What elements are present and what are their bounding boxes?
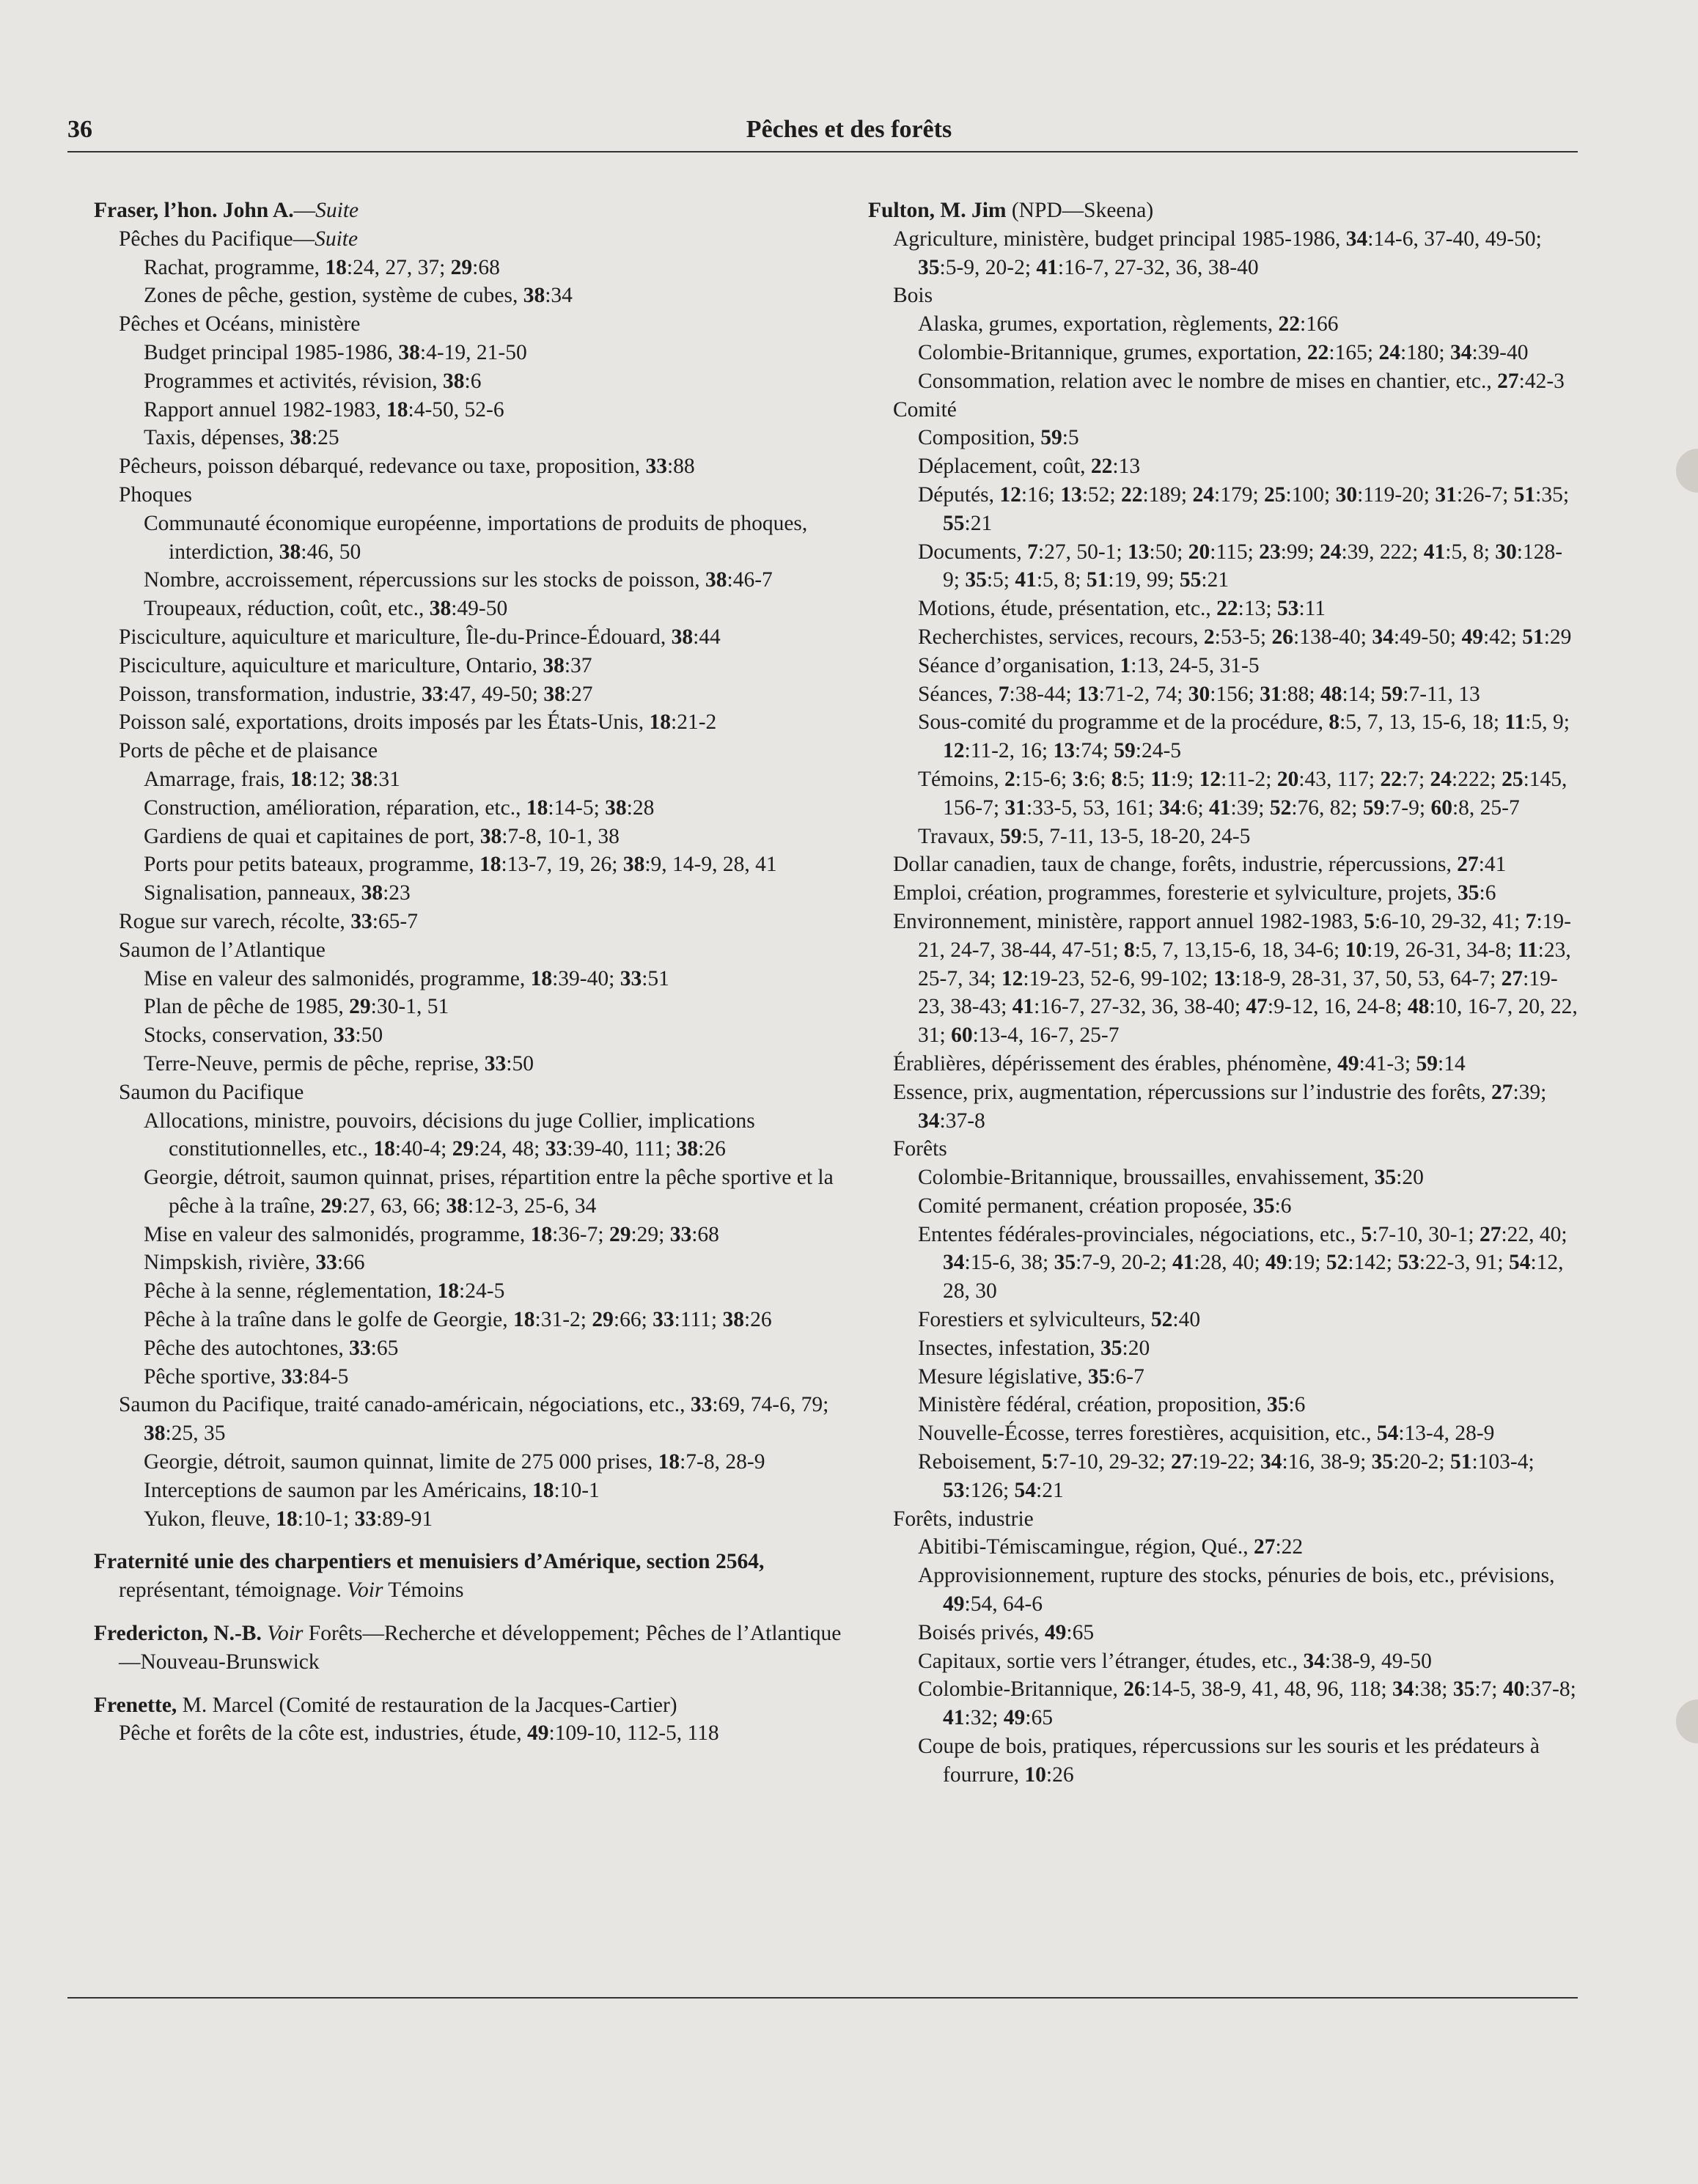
index-entry: Mise en valeur des salmonidés, programme, 18:39-40; 33:51 — [144, 966, 669, 990]
index-entry: Taxis, dépenses, 38:25 — [144, 426, 339, 450]
index-entry: Abitibi-Témiscamingue, région, Qué., 27:22 — [918, 1535, 1304, 1559]
index-entry: Colombie-Britannique, 26:14-5, 38-9, 41, 48, 96, 118; 34:38; 35:7; 40:37-8; 41:32; 49:65 — [918, 1677, 1576, 1730]
index-entry: Rogue sur varech, récolte, 33:65-7 — [119, 909, 418, 933]
index-entry: Fredericton, N.-B. Voir Forêts—Recherche et développement; Pêches de l’Atlantique—Nouveau-Brunswick — [94, 1622, 842, 1674]
index-entry: Plan de pêche de 1985, 29:30-1, 51 — [144, 995, 449, 1019]
index-entry: Pisciculture, aquiculture et mariculture, Île-du-Prince-Édouard, 38:44 — [119, 625, 721, 649]
index-entry: Forêts, industrie — [893, 1507, 1034, 1531]
index-entry: Saumon de l’Atlantique — [119, 938, 326, 962]
index-entry: Essence, prix, augmentation, répercussions sur l’industrie des forêts, 27:39; 34:37-8 — [893, 1080, 1547, 1133]
index-entry: Érablières, dépérissement des érables, phénomène, 49:41-3; 59:14 — [893, 1051, 1466, 1076]
index-entry: Agriculture, ministère, budget principal 1985-1986, 34:14-6, 37-40, 49-50; 35:5-9, 20-2; 41:16-7, 27-32, 36, 38-40 — [893, 227, 1542, 279]
index-entry: Emploi, création, programmes, foresterie et sylviculture, projets, 35:6 — [893, 881, 1496, 905]
index-entry: Colombie-Britannique, grumes, exportation, 22:165; 24:180; 34:39-40 — [918, 340, 1529, 364]
index-entry: Insectes, infestation, 35:20 — [918, 1336, 1150, 1360]
index-entry: Pêcheurs, poisson débarqué, redevance ou taxe, proposition, 33:88 — [119, 455, 695, 479]
index-entry: Nombre, accroissement, répercussions sur les stocks de poisson, 38:46-7 — [144, 568, 773, 592]
index-entry: Signalisation, panneaux, 38:23 — [144, 881, 411, 905]
footer-rule — [67, 1997, 1578, 1999]
index-column-left — [94, 196, 843, 1748]
index-entry: Composition, 59:5 — [918, 426, 1079, 450]
index-entry: Ministère fédéral, création, proposition, 35:6 — [918, 1393, 1306, 1417]
index-entry: Saumon du Pacifique, traité canado-américain, négociations, etc., 33:69, 74-6, 79; 38:25, 35 — [119, 1393, 829, 1446]
index-column-right — [868, 196, 1578, 1790]
binder-hole — [1676, 1699, 1698, 1743]
index-entry: Stocks, conservation, 33:50 — [144, 1023, 383, 1048]
index-entry: Poisson salé, exportations, droits imposés par les États-Unis, 18:21-2 — [119, 710, 717, 735]
index-entry: Capitaux, sortie vers l’étranger, études, etc., 34:38-9, 49-50 — [918, 1649, 1432, 1673]
index-entry: Programmes et activités, révision, 38:6 — [144, 369, 482, 393]
index-entry: Bois — [893, 284, 933, 308]
index-entry: Environnement, ministère, rapport annuel 1982-1983, 5:6-10, 29-32, 41; 7:19-21, 24-7, 38-44, 47-51; 8:5, 7, 13,15-6, 18, 34-6; 10:19, 26-31, 34-8; 11:23, 25-7, 34; 12:19-23, 52-6, 99-102; 13:18-9, 28-31, 37, 50, 53, 64-7; 27:19-23, 38-43; 41:16-7, 27-32, 36, 38-40; 47:9-12, 16, 24-8; 48:10, 16-7, 20, 22, 31; 60:13-4, 16-7, 25-7 — [893, 909, 1578, 1048]
index-entry: Nimpskish, rivière, 33:66 — [144, 1251, 365, 1275]
index-entry: Comité permanent, création proposée, 35:6 — [918, 1194, 1292, 1218]
index-entry: Interceptions de saumon par les Américains, 18:10-1 — [144, 1478, 600, 1502]
index-entry: Ports de pêche et de plaisance — [119, 739, 378, 763]
index-entry: Nouvelle-Écosse, terres forestières, acquisition, etc., 54:13-4, 28-9 — [918, 1422, 1495, 1446]
page-number: 36 — [67, 116, 92, 143]
index-entry: Fraser, l’hon. John A.—Suite — [94, 199, 359, 222]
index-entry: Pêches du Pacifique—Suite — [119, 227, 359, 251]
index-entry: Députés, 12:16; 13:52; 22:189; 24:179; 25:100; 30:119-20; 31:26-7; 51:35; 55:21 — [918, 482, 1570, 535]
index-entry: Rachat, programme, 18:24, 27, 37; 29:68 — [144, 255, 500, 279]
index-entry: Recherchistes, services, recours, 2:53-5; 26:138-40; 34:49-50; 49:42; 51:29 — [918, 625, 1572, 649]
index-entry: Ports pour petits bateaux, programme, 18:13-7, 19, 26; 38:9, 14-9, 28, 41 — [144, 853, 777, 877]
index-entry: Amarrage, frais, 18:12; 38:31 — [144, 767, 400, 791]
index-entry: Pêche à la traîne dans le golfe de Georgie, 18:31-2; 29:66; 33:111; 38:26 — [144, 1308, 772, 1332]
index-entry: Rapport annuel 1982-1983, 18:4-50, 52-6 — [144, 397, 504, 422]
index-entry: Terre-Neuve, permis de pêche, reprise, 33:50 — [144, 1051, 534, 1076]
index-entry: Allocations, ministre, pouvoirs, décisions du juge Collier, implications constitutionnelles, etc., 18:40-4; 29:24, 48; 33:39-40, 111; 38:26 — [144, 1108, 755, 1161]
index-entry: Colombie-Britannique, broussailles, envahissement, 35:20 — [918, 1166, 1424, 1190]
index-entry: Communauté économique européenne, importations de produits de phoques, interdiction, 38:46, 50 — [144, 511, 808, 564]
index-entry: Pêches et Océans, ministère — [119, 312, 361, 337]
index-entry: Phoques — [119, 482, 192, 507]
index-entry: Ententes fédérales-provinciales, négociations, etc., 5:7-10, 30-1; 27:22, 40; 34:15-6, 38; 35:7-9, 20-2; 41:28, 40; 49:19; 52:142; 53:22-3, 91; 54:12, 28, 30 — [918, 1222, 1567, 1304]
index-entry: Reboisement, 5:7-10, 29-32; 27:19-22; 34:16, 38-9; 35:20-2; 51:103-4; 53:126; 54:21 — [918, 1450, 1535, 1502]
index-entry: Yukon, fleuve, 18:10-1; 33:89-91 — [144, 1507, 433, 1531]
index-entry: Georgie, détroit, saumon quinnat, prises, répartition entre la pêche sportive et la pêche à la traîne, 29:27, 63, 66; 38:12-3, 25-6, 34 — [144, 1166, 834, 1218]
index-entry: Fraternité unie des charpentiers et menuisiers d’Amérique, section 2564, représentant, témoignage. Voir Témoins — [94, 1550, 765, 1603]
index-entry: Troupeaux, réduction, coût, etc., 38:49-50 — [144, 597, 508, 621]
index-entry: Gardiens de quai et capitaines de port, 38:7-8, 10-1, 38 — [144, 824, 620, 848]
index-entry: Pisciculture, aquiculture et mariculture, Ontario, 38:37 — [119, 653, 592, 677]
page-title: Pêches et des forêts — [746, 116, 952, 143]
index-entry: Mesure législative, 35:6-7 — [918, 1364, 1144, 1389]
index-entry: Comité — [893, 397, 957, 422]
index-entry: Séance d’organisation, 1:13, 24-5, 31-5 — [918, 653, 1260, 677]
binder-hole — [1676, 449, 1698, 493]
index-entry: Georgie, détroit, saumon quinnat, limite de 275 000 prises, 18:7-8, 28-9 — [144, 1450, 765, 1474]
index-entry: Pêche des autochtones, 33:65 — [144, 1336, 399, 1360]
index-entry: Poisson, transformation, industrie, 33:47, 49-50; 38:27 — [119, 682, 593, 706]
index-entry: Frenette, M. Marcel (Comité de restauration de la Jacques-Cartier) — [94, 1693, 677, 1717]
index-entry: Forêts — [893, 1137, 947, 1161]
index-entry: Pêche sportive, 33:84-5 — [144, 1364, 349, 1389]
index-entry: Séances, 7:38-44; 13:71-2, 74; 30:156; 31:88; 48:14; 59:7-11, 13 — [918, 682, 1480, 706]
index-entry: Forestiers et sylviculteurs, 52:40 — [918, 1308, 1201, 1332]
index-entry: Construction, amélioration, réparation, etc., 18:14-5; 38:28 — [144, 795, 655, 820]
index-entry: Déplacement, coût, 22:13 — [918, 455, 1141, 479]
index-entry: Budget principal 1985-1986, 38:4-19, 21-50 — [144, 340, 527, 364]
index-entry: Boisés privés, 49:65 — [918, 1620, 1095, 1644]
index-entry: Fulton, M. Jim (NPD—Skeena) — [868, 199, 1154, 222]
index-entry: Sous-comité du programme et de la procédure, 8:5, 7, 13, 15-6, 18; 11:5, 9; 12:11-2, 16; 13:74; 59:24-5 — [918, 710, 1570, 763]
index-entry: Alaska, grumes, exportation, règlements, 22:166 — [918, 312, 1339, 337]
header-rule — [67, 151, 1578, 152]
index-entry: Documents, 7:27, 50-1; 13:50; 20:115; 23:99; 24:39, 222; 41:5, 8; 30:128-9; 35:5; 41:5, 8; 51:19, 99; 55:21 — [918, 540, 1563, 592]
index-entry: Travaux, 59:5, 7-11, 13-5, 18-20, 24-5 — [918, 824, 1251, 848]
index-entry: Coupe de bois, pratiques, répercussions sur les souris et les prédateurs à fourrure, 10:26 — [918, 1735, 1540, 1787]
index-entry: Motions, étude, présentation, etc., 22:13; 53:11 — [918, 597, 1326, 621]
index-entry: Pêche à la senne, réglementation, 18:24-5 — [144, 1279, 505, 1304]
index-entry: Témoins, 2:15-6; 3:6; 8:5; 11:9; 12:11-2; 20:43, 117; 22:7; 24:222; 25:145, 156-7; 31:33-5, 53, 161; 34:6; 41:39; 52:76, 82; 59:7-9; 60:8, 25-7 — [918, 767, 1567, 820]
index-entry: Saumon du Pacifique — [119, 1080, 304, 1104]
index-entry: Mise en valeur des salmonidés, programme, 18:36-7; 29:29; 33:68 — [144, 1222, 719, 1246]
index-entry: Dollar canadien, taux de change, forêts, industrie, répercussions, 27:41 — [893, 853, 1507, 877]
index-entry: Zones de pêche, gestion, système de cubes, 38:34 — [144, 284, 573, 308]
index-entry: Pêche et forêts de la côte est, industries, étude, 49:109-10, 112-5, 118 — [119, 1721, 719, 1746]
index-entry: Consommation, relation avec le nombre de mises en chantier, etc., 27:42-3 — [918, 369, 1565, 393]
index-entry: Approvisionnement, rupture des stocks, pénuries de bois, etc., prévisions, 49:54, 64-6 — [918, 1564, 1555, 1617]
